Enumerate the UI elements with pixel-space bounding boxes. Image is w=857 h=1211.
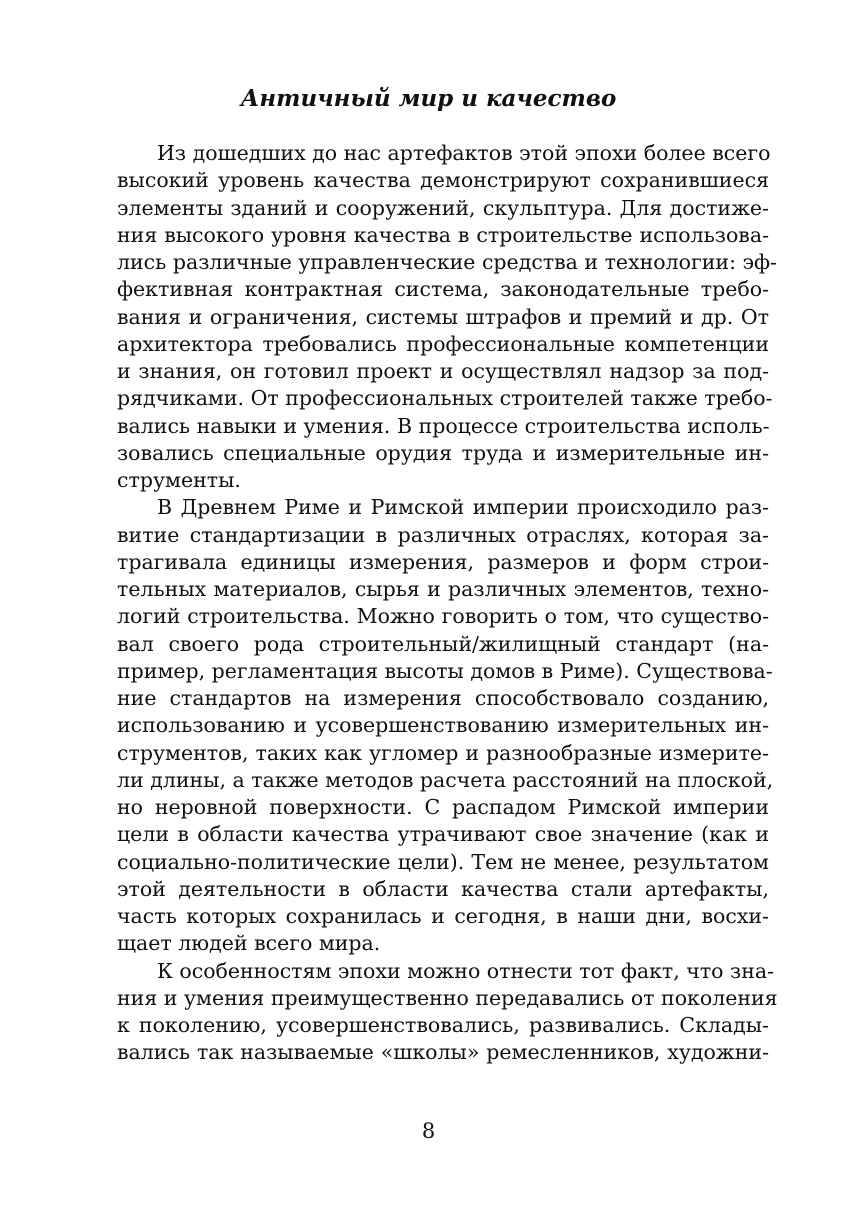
text-line: Из дошедших до нас артефактов этой эпохи более всего xyxy=(157,141,771,165)
text-line: социально-политические цели). Тем не менее, результатом xyxy=(117,849,769,874)
text-line: использованию и усовершенствованию измерительных ин- xyxy=(117,713,769,738)
section-heading: Античный мир и качество xyxy=(240,85,617,112)
paragraph xyxy=(117,494,774,957)
text-line: зовались специальные орудия труда и измерительные ин- xyxy=(117,440,769,465)
text-line: вались навыки и умения. В процессе строительства исполь- xyxy=(117,413,770,438)
page-number: 8 xyxy=(421,1119,436,1143)
text-line: струменты. xyxy=(117,468,241,492)
text-line: логий строительства. Можно говорить о том, что существо- xyxy=(117,604,769,629)
text-line: и знания, он готовил проект и осуществлял надзор за под- xyxy=(117,359,769,383)
text-line: часть которых сохранилась и сегодня, в наши дни, восхи- xyxy=(117,904,769,928)
text-line: фективная контрактная система, законодательные требо- xyxy=(117,277,769,302)
text-line: цели в области качества утрачивают свое значение (как и xyxy=(117,822,769,847)
paragraph xyxy=(117,140,777,494)
text-line: вались так называемые «школы» ремесленников, художни- xyxy=(117,1040,769,1065)
text-line: щает людей всего мира. xyxy=(117,931,381,956)
text-line: но неровной поверхности. С распадом Римской империи xyxy=(117,795,769,819)
text-line: пример, регламентация высоты домов в Риме). Существова- xyxy=(117,658,773,683)
text-line: К особенностям эпохи можно отнести тот факт, что зна- xyxy=(157,958,775,983)
text-line: вал своего рода строительный/жилищный стандарт (на- xyxy=(117,631,769,656)
text-line: ли длины, а также методов расчета расстояний на плоской, xyxy=(117,767,774,792)
text-line: струментов, таких как угломер и разнообразные измерите- xyxy=(117,740,769,765)
text-line: ния и умения преимущественно передавались от поколения xyxy=(117,985,778,1010)
text-line: тельных материалов, сырья и различных элементов, техно- xyxy=(117,577,769,601)
text-line: витие стандартизации в различных отраслях, которая за- xyxy=(117,522,769,547)
text-line: лись различные управленческие средства и технологии: эф- xyxy=(117,250,777,274)
paragraph xyxy=(117,958,778,1067)
text-line: архитектора требовались профессиональные компетенции xyxy=(117,331,769,356)
text-line: вания и ограничения, системы штрафов и премий и др. От xyxy=(117,304,769,329)
text-line: трагивала единицы измерения, размеров и форм строи- xyxy=(117,549,769,574)
text-line: В Древнем Риме и Римской империи происходило раз- xyxy=(157,495,769,520)
text-line: этой деятельности в области качества стали артефакты, xyxy=(117,876,769,901)
text-line: ние стандартов на измерения способствовало созданию, xyxy=(117,686,769,710)
body-text xyxy=(117,140,778,1067)
text-line: ния высокого уровня качества в строительстве использова- xyxy=(117,222,769,247)
text-line: элементы зданий и сооружений, скульптура. Для достиже- xyxy=(117,195,769,220)
text-line: рядчиками. От профессиональных строителей также требо- xyxy=(117,386,773,411)
text-line: высокий уровень качества демонстрируют сохранившиеся xyxy=(117,168,769,193)
text-line: к поколению, усовершенствовались, развивались. Склады- xyxy=(117,1013,769,1037)
